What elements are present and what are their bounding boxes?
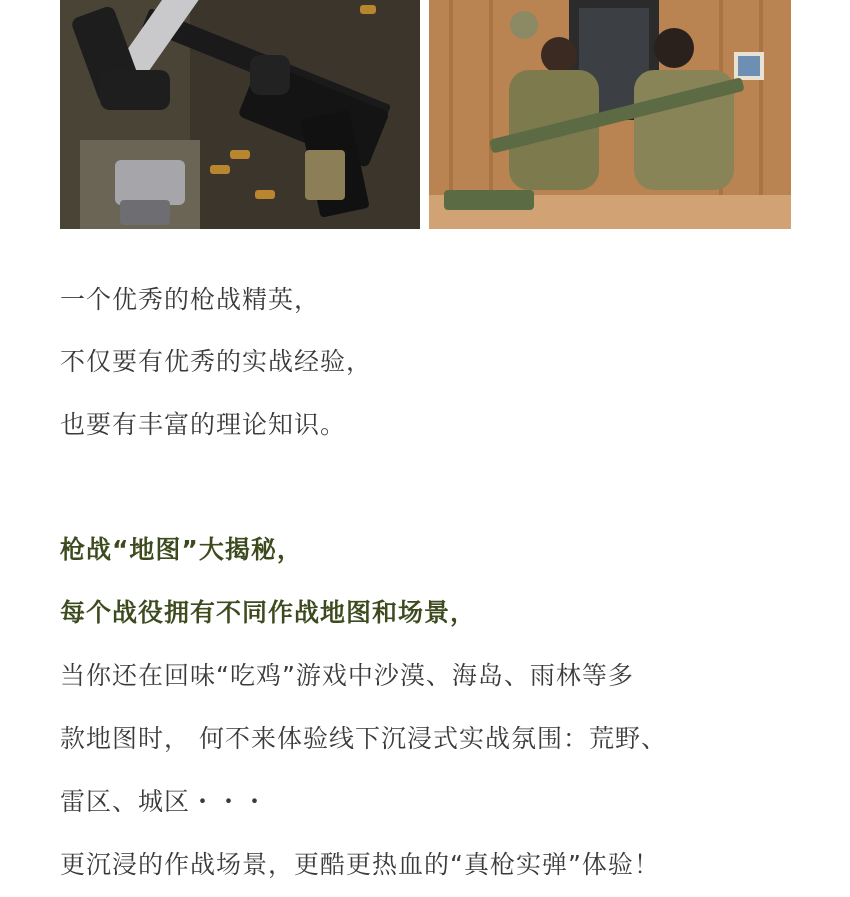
training-photo[interactable] bbox=[429, 0, 791, 229]
section-paragraph-line-1: 当你还在回味“吃鸡”游戏中沙漠、海岛、雨林等多 bbox=[60, 661, 634, 690]
photo-row bbox=[60, 0, 791, 229]
weapons-photo-illustration bbox=[60, 0, 420, 229]
intro-line-3: 也要有丰富的理论知识。 bbox=[60, 410, 347, 439]
section-paragraph-line-2: 款地图时， 何不来体验线下沉浸式实战氛围：荒野、 bbox=[60, 724, 667, 753]
section-paragraph-line-4: 更沉浸的作战场景，更酷更热血的“真枪实弹”体验！ bbox=[60, 850, 660, 879]
intro-line-2: 不仅要有优秀的实战经验， bbox=[60, 347, 373, 376]
section-paragraph-line-3: 雷区、城区・・・ bbox=[60, 787, 269, 816]
section-heading-2: 每个战役拥有不同作战地图和场景， bbox=[60, 598, 477, 627]
intro-line-1: 一个优秀的枪战精英， bbox=[60, 285, 321, 314]
training-photo-illustration bbox=[429, 0, 791, 229]
section-heading-1: 枪战“地图”大揭秘， bbox=[60, 535, 303, 564]
weapons-photo[interactable] bbox=[60, 0, 420, 229]
